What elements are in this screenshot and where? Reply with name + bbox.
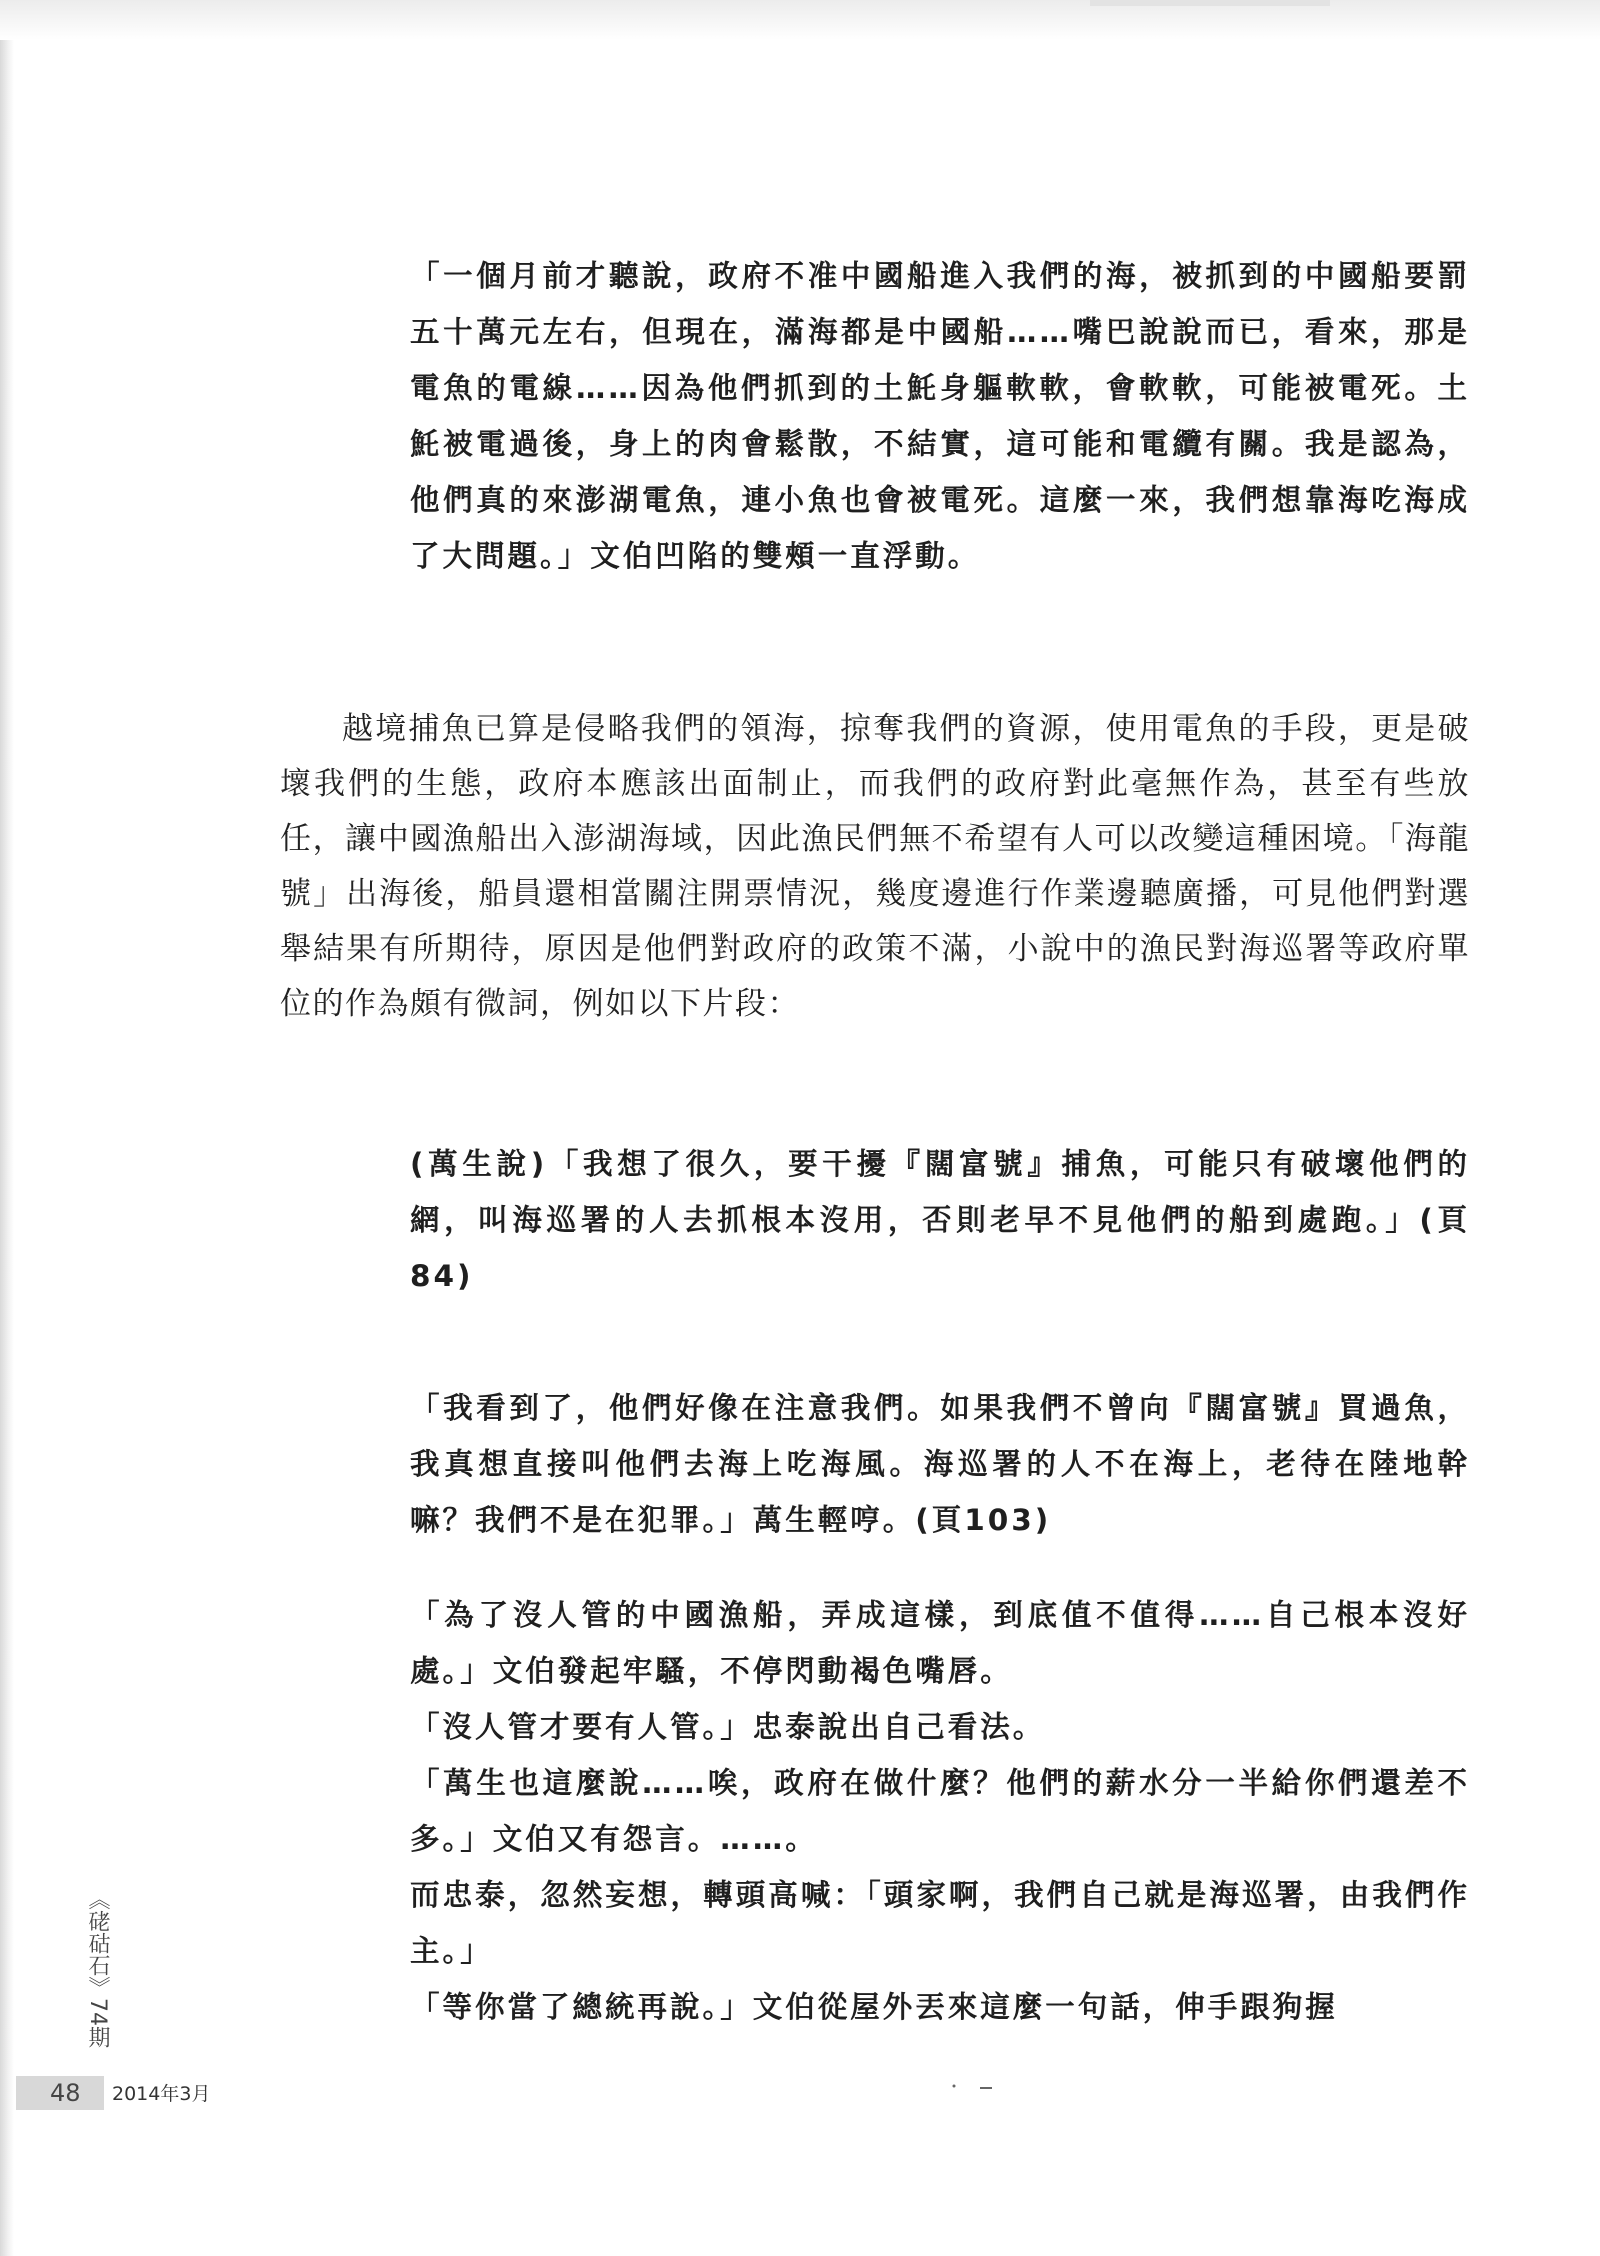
page-binding-edge [0, 0, 14, 2256]
top-scan-mark [1090, 0, 1330, 6]
quote-paragraph: 「一個月前才聽說，政府不准中國船進入我們的海，被抓到的中國船要罰五十萬元左右，但現在，滿海都是中國船……嘴巴說說而已，看來，那是電魚的電線……因為他們抓到的土魠身軀軟軟，會軟軟，可能被電死。土魠被電過後，身上的肉會鬆散，不結實，這可能和電纜有關。我是認為，他們真的來澎湖電魚，連小魚也會被電死。這麼一來，我們想靠海吃海成了大問題。」文伯凹陷的雙頰一直浮動。 [410, 259, 1470, 573]
quote-block-1 [410, 248, 1470, 584]
page-number: 48 [50, 2079, 81, 2107]
quote-block-4 [410, 1587, 1470, 2035]
quote-line: 「沒人管才要有人管。」忠泰說出自己看法。 [410, 1710, 1046, 1744]
quote-line: 「等你當了總統再說。」文伯從屋外丟來這麼一句話，伸手跟狗握 [410, 1990, 1338, 2024]
quote-line: 而忠泰，忽然妄想，轉頭高喊：「頭家啊，我們自己就是海巡署，由我們作主。」 [410, 1878, 1470, 1968]
scan-specks [950, 2082, 1010, 2092]
quote-line: 「為了沒人管的中國漁船，弄成這樣，到底值不值得……自己根本沒好處。」文伯發起牢騷，不停閃動褐色嘴唇。 [410, 1598, 1470, 1688]
quote-block-3 [410, 1380, 1470, 1548]
journal-title: 《硓𥑮石》74期 [85, 1888, 110, 2048]
body-paragraph: 越境捕魚已算是侵略我們的領海，掠奪我們的資源，使用電魚的手段，更是破壞我們的生態，政府本應該出面制止，而我們的政府對此毫無作為，甚至有些放任，讓中國漁船出入澎湖海域，因此漁民們無不希望有人可以改變這種困境。「海龍號」出海後，船員還相當關注開票情況，幾度邊進行作業邊聽廣播，可見他們對選舉結果有所期待，原因是他們對政府的政策不滿，小說中的漁民對海巡署等政府單位的作為頗有微詞，例如以下片段： [280, 711, 1470, 1022]
quote-paragraph: (萬生說)「我想了很久，要干擾『闊富號』捕魚，可能只有破壞他們的網，叫海巡署的人去抓根本沒用，否則老早不見他們的船到處跑。」(頁84) [410, 1147, 1470, 1293]
quote-block-2 [410, 1136, 1470, 1304]
page-top-shade [0, 0, 1600, 40]
quote-line: 「萬生也這麼說……唉，政府在做什麼？他們的薪水分一半給你們還差不多。」文伯又有怨言。……。 [410, 1766, 1470, 1856]
issue-date: 2014年3月 [112, 2083, 211, 2105]
quote-paragraph: 「我看到了，他們好像在注意我們。如果我們不曾向『闊富號』買過魚，我真想直接叫他們去海上吃海風。海巡署的人不在海上，老待在陸地幹嘛？我們不是在犯罪。」萬生輕哼。(頁103) [410, 1391, 1470, 1537]
